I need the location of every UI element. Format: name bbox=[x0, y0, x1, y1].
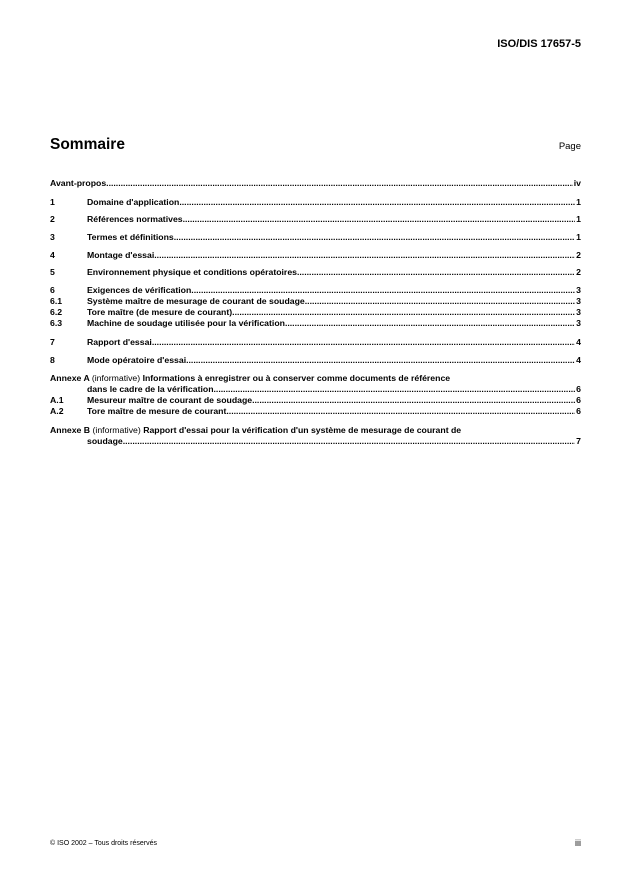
toc-entry-4[interactable] bbox=[50, 250, 581, 261]
toc-entry-page: 4 bbox=[576, 337, 581, 347]
toc-entry-page: 1 bbox=[576, 214, 581, 224]
toc-entry-number: 5 bbox=[50, 267, 55, 277]
toc-entry-page: 4 bbox=[576, 355, 581, 365]
leader-dots bbox=[305, 296, 575, 307]
leader-dots bbox=[191, 285, 575, 296]
leader-dots bbox=[186, 355, 575, 366]
annex-title: Rapport d'essai pour la vérification d'un système de mesurage de courant de bbox=[143, 425, 462, 435]
toc-entry-6-3[interactable] bbox=[50, 318, 581, 329]
toc-entry-2[interactable] bbox=[50, 214, 581, 225]
toc-entry-text: Mesureur maître de courant de soudage bbox=[87, 395, 253, 405]
toc-entry-text: Tore maître de mesure de courant bbox=[87, 406, 227, 416]
leader-dots bbox=[297, 267, 575, 278]
leader-dots bbox=[154, 250, 575, 261]
toc-entry-page: 3 bbox=[576, 296, 581, 306]
toc-entry-avant-propos[interactable] bbox=[50, 178, 581, 189]
toc-entry-page: 1 bbox=[576, 232, 581, 242]
toc-entry-text: Domaine d'application bbox=[87, 197, 180, 207]
toc-entry-text: Environnement physique et conditions opératoires bbox=[87, 267, 297, 277]
toc-entry-number: 6.1 bbox=[50, 296, 63, 306]
toc-entry-text: Rapport d'essai bbox=[87, 337, 152, 347]
toc-entry-page: 7 bbox=[576, 436, 581, 446]
toc-entry-number: A.2 bbox=[50, 406, 64, 416]
annex-qualifier: (informative) bbox=[92, 425, 141, 435]
toc-entry-page: 1 bbox=[576, 197, 581, 207]
toc-entry-6-1[interactable] bbox=[50, 296, 581, 307]
annex-title-continued: soudage bbox=[87, 436, 123, 446]
toc-entry-page: 3 bbox=[576, 307, 581, 317]
annex-title-continued: dans le cadre de la vérification bbox=[87, 384, 214, 394]
toc-entry-text: Termes et définitions bbox=[87, 232, 174, 242]
toc-entry-7[interactable] bbox=[50, 337, 581, 348]
toc-entry-number: 6 bbox=[50, 285, 55, 295]
toc-entry-text: Avant-propos bbox=[50, 178, 107, 188]
toc-entry-page: 6 bbox=[576, 395, 581, 405]
leader-dots bbox=[183, 214, 576, 225]
annex-label: Annexe B bbox=[50, 425, 91, 435]
page-column-label: Page bbox=[558, 141, 581, 152]
leader-dots bbox=[285, 318, 575, 329]
toc-entry-number: 6.2 bbox=[50, 307, 63, 317]
leader-dots bbox=[226, 406, 575, 417]
toc-entry-5[interactable] bbox=[50, 267, 581, 278]
toc-entry-8[interactable] bbox=[50, 355, 581, 366]
toc-entry-page: 6 bbox=[576, 406, 581, 416]
page-title: Sommaire bbox=[50, 136, 125, 153]
leader-dots bbox=[152, 337, 575, 348]
toc-entry-page: iv bbox=[573, 178, 581, 188]
toc-entry-page: 6 bbox=[576, 384, 581, 394]
toc-entry-text: Références normatives bbox=[87, 214, 183, 224]
toc-entry-text: Système maître de mesurage de courant de soudage bbox=[87, 296, 305, 306]
toc-entry-page: 2 bbox=[576, 250, 581, 260]
toc-entry-number: 2 bbox=[50, 214, 55, 224]
toc-entry-a-1[interactable] bbox=[50, 395, 581, 406]
toc-entry-number: 1 bbox=[50, 197, 55, 207]
toc-entry-text: Machine de soudage utilisée pour la vérification bbox=[87, 318, 285, 328]
toc-entry-1[interactable] bbox=[50, 197, 581, 208]
leader-dots bbox=[179, 197, 575, 208]
leader-dots bbox=[232, 307, 575, 318]
toc-entry-page: 2 bbox=[576, 267, 581, 277]
annex-label: Annexe A bbox=[50, 373, 90, 383]
toc-entry-6-2[interactable] bbox=[50, 307, 581, 318]
toc-entry-a-2[interactable] bbox=[50, 406, 581, 417]
toc-entry-text: Montage d'essai bbox=[87, 250, 155, 260]
toc-entry-text: Exigences de vérification bbox=[87, 285, 192, 295]
toc-entry-annex-a[interactable] bbox=[50, 373, 581, 395]
toc-entry-annex-b[interactable] bbox=[50, 425, 581, 447]
toc-entry-number: A.1 bbox=[50, 395, 64, 405]
toc-entry-number: 6.3 bbox=[50, 318, 63, 328]
toc-entry-3[interactable] bbox=[50, 232, 581, 243]
document-id: ISO/DIS 17657-5 bbox=[497, 38, 581, 50]
leader-dots bbox=[214, 384, 576, 395]
leader-dots bbox=[252, 395, 575, 406]
page-number: iii bbox=[575, 838, 581, 848]
copyright-notice: © ISO 2002 – Tous droits réservés bbox=[50, 840, 157, 847]
toc-entry-6[interactable] bbox=[50, 285, 581, 296]
toc-entry-text: Tore maître (de mesure de courant) bbox=[87, 307, 233, 317]
toc-entry-number: 7 bbox=[50, 337, 55, 347]
leader-dots bbox=[123, 436, 575, 447]
toc-entry-page: 3 bbox=[576, 318, 581, 328]
toc-entry-number: 4 bbox=[50, 250, 55, 260]
toc-entry-number: 8 bbox=[50, 355, 55, 365]
leader-dots bbox=[106, 178, 573, 189]
toc-entry-page: 3 bbox=[576, 285, 581, 295]
toc-entry-text: Mode opératoire d'essai bbox=[87, 355, 187, 365]
annex-qualifier: (informative) bbox=[91, 373, 141, 383]
leader-dots bbox=[174, 232, 575, 243]
annex-title: Informations à enregistrer ou à conserver comme documents de référence bbox=[142, 373, 451, 383]
toc-entry-number: 3 bbox=[50, 232, 55, 242]
